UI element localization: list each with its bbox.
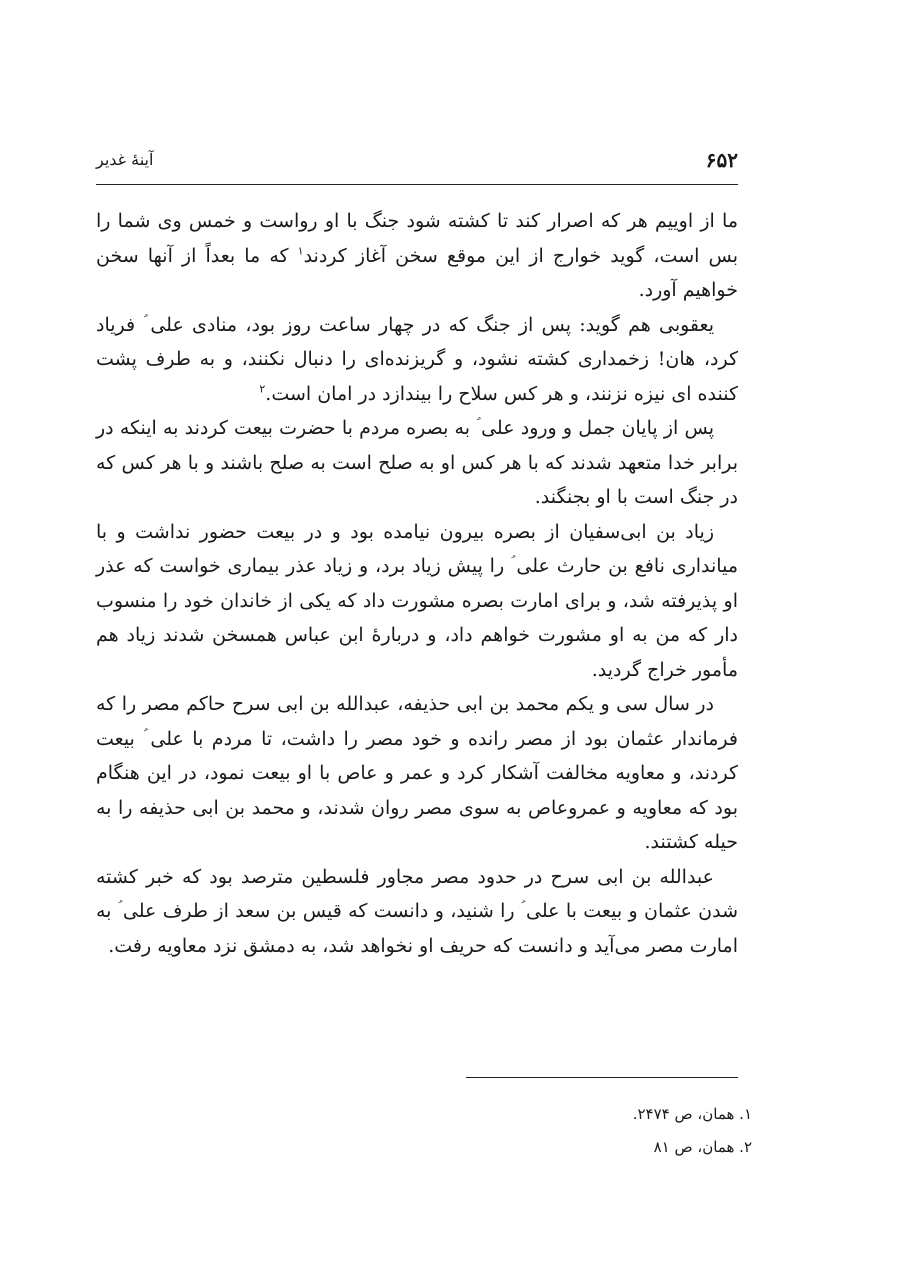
paragraph-3 bbox=[96, 411, 738, 515]
paragraph-6 bbox=[96, 860, 738, 964]
page-number: ۶۵۲ bbox=[705, 148, 738, 172]
footnotes bbox=[96, 1098, 752, 1164]
footnote-divider bbox=[466, 1077, 738, 1078]
footnote-2: ۲. همان، ص ۸۱ bbox=[653, 1138, 752, 1156]
paragraph-1-text: ما از اوییم هر که اصرار کند تا کشته شود جنگ با او رواست و خمس وی شما را بس است، گوید خوارج از این موقع سخن آغاز کردند bbox=[96, 210, 738, 267]
paragraph-5-text: در سال سی و یکم محمد بن ابی حذیفه، عبدالله بن ابی سرح حاکم مصر را که فرماندار عثمان بود از مصر رانده و خود مصر را داشت، تا مردم با علی ؑ بیعت کردند، و معاویه مخالفت آشکار کرد و عمر و عاص با او بیعت نمود، در این هنگام بود که معاویه و عمروعاص به سوی مصر روان شدند، و محمد بن ابی حذیفه را به حیله کشتند. bbox=[96, 693, 738, 853]
paragraph-3-text: پس از پایان جمل و ورود علی ؑ به بصره مردم با حضرت بیعت کردند به اینکه در برابر خدا متعهد شدند که با هر کس او به صلح است به صلح باشند و با هر کس که در جنگ است با او بجنگند. bbox=[96, 417, 738, 508]
paragraph-1-tail: که ما بعداً از آنها سخن خواهیم آورد. bbox=[96, 244, 738, 301]
paragraph-2 bbox=[96, 308, 738, 412]
paragraph-4-text: زیاد بن ابی‌سفیان از بصره بیرون نیامده بود و در بیعت حضور نداشت و با میانداری نافع بن حارث علی ؑ را پیش زیاد برد، و زیاد عذر بیماری خواست که عذر او پذیرفته شد، و برای امارت بصره مشورت داد که یکی از خاندان خود را منسوب دار که من به او مشورت خواهم داد، و دربارهٔ ابن عباس همسخن شدند زیاد هم مأمور خراج گردید. bbox=[96, 520, 738, 681]
paragraph-1 bbox=[96, 204, 738, 308]
main-text bbox=[96, 204, 738, 963]
paragraph-2-text: یعقوبی هم گوید: پس از جنگ که در چهار ساعت روز بود، منادی علی ؑ فریاد کرد، هان! زخمداری کشته نشود، و گریزنده‌ای را دنبال نکنند، و به طرف پشت کننده ای نیزه نزنند، و هر کس سلاح را بیندازد در امان است. bbox=[96, 313, 738, 405]
paragraph-6-text: عبدالله بن ابی سرح در حدود مصر مجاور فلسطین مترصد بود که خبر کشته شدن عثمان و بیعت با علی ؑ را شنید، و دانست که قیس بن سعد از طرف علی ؑ به امارت مصر می‌آید و دانست که حریف او نخواهد شد، به دمشق نزد معاویه رفت. bbox=[96, 865, 738, 957]
header-divider bbox=[96, 184, 738, 185]
footnote-1: ۱. همان، ص ۲۴۷۴. bbox=[632, 1105, 752, 1123]
page-header bbox=[96, 148, 738, 180]
running-title: آینهٔ غدیر bbox=[96, 150, 154, 169]
footnote-ref-1: ۱ bbox=[297, 244, 304, 258]
paragraph-4 bbox=[96, 515, 738, 688]
footnote-ref-2: ۲ bbox=[259, 382, 266, 396]
paragraph-5 bbox=[96, 687, 738, 860]
